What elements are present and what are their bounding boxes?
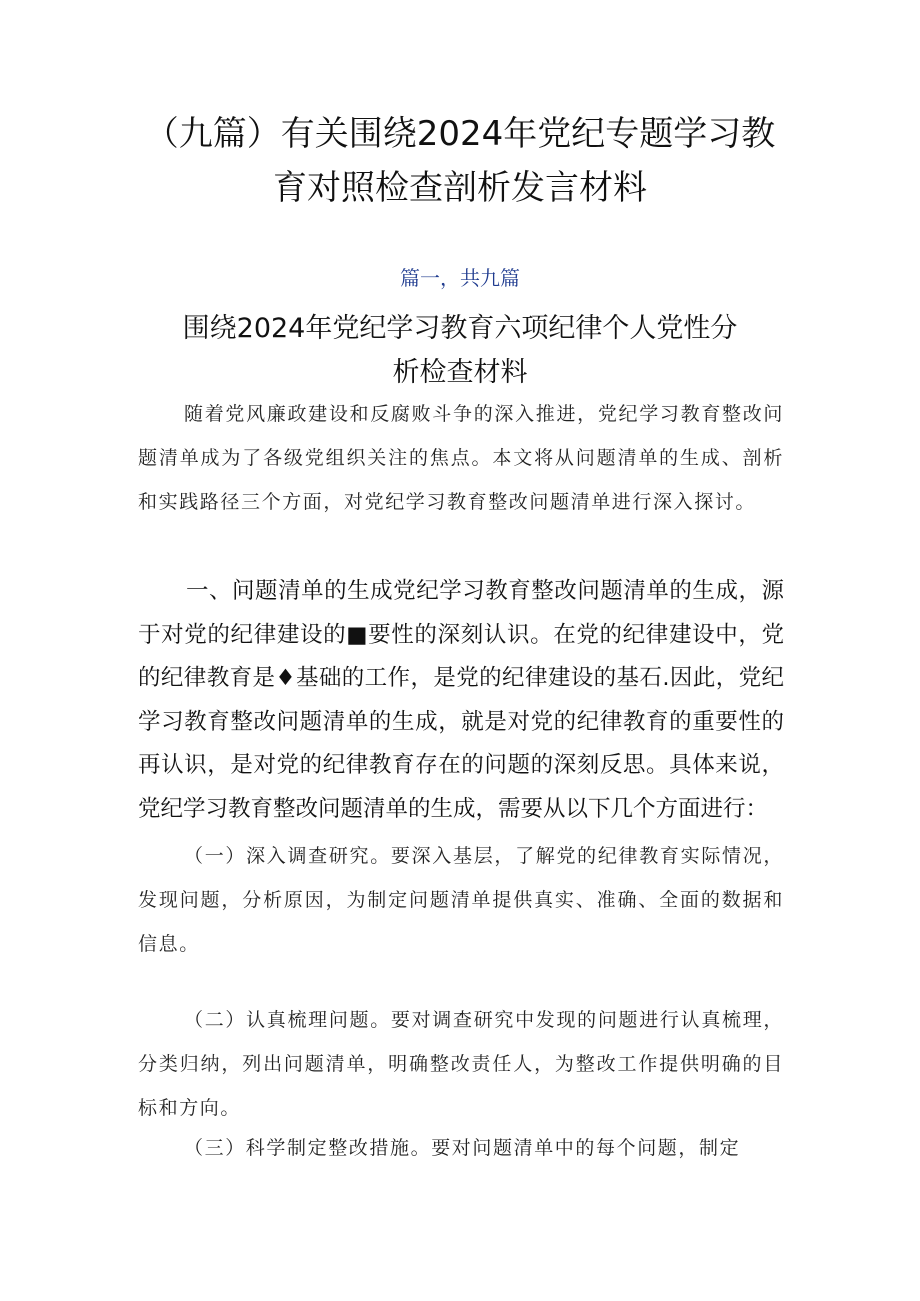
item-three-paragraph: （三）科学制定整改措施。要对问题清单中的每个问题，制定 [184, 1137, 741, 1159]
article-label: 篇一，共九篇 [400, 266, 520, 290]
intro-paragraph: 随着党风廉政建设和反腐败斗争的深入推进，党纪学习教育整改问题清单成为了各级党组织关注的焦点。本文将从问题清单的生成、剖析和实践路径三个方面，对党纪学习教育整改问题清单进行深入探讨。 [138, 403, 784, 513]
article-subtitle-line-1: 围绕2024年党纪学习教育六项纪律个人党性分 [182, 313, 738, 344]
section-one-paragraph: 一、问题清单的生成党纪学习教育整改问题清单的生成，源于对党的纪律建设的■要性的深刻认识。在党的纪律建设中，党的纪律教育是♦基础的工作，是党的纪律建设的基石.因此，党纪学习教育整改问题清单的生成，就是对党的纪律教育的重要性的再认识，是对党的纪律教育存在的问题的深刻反思。具体来说，党纪学习教育整改问题清单的生成，需要从以下几个方面进行： [138, 578, 784, 822]
document-title-line-2: 育对照检查剖析发言材料 [273, 168, 647, 208]
document-title-line-1: （九篇）有关围绕2024年党纪专题学习教 [144, 114, 776, 154]
item-one-paragraph: （一）深入调查研究。要深入基层，了解党的纪律教育实际情况，发现问题，分析原因，为制定问题清单提供真实、准确、全面的数据和信息。 [138, 845, 784, 955]
item-two-paragraph: （二）认真梳理问题。要对调查研究中发现的问题进行认真梳理，分类归纳，列出问题清单，明确整改责任人，为整改工作提供明确的目标和方向。 [138, 1009, 784, 1119]
article-subtitle-line-2: 析检查材料 [392, 357, 528, 388]
